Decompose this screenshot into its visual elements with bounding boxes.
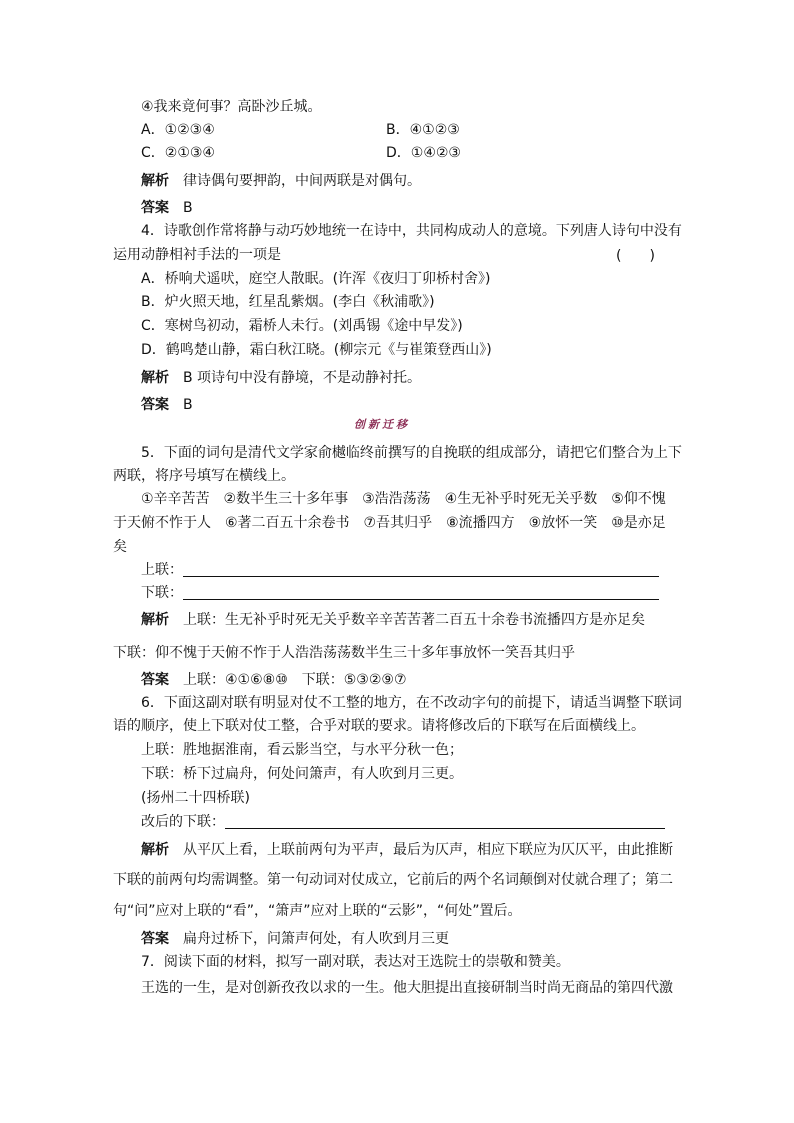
q3-analysis bbox=[141, 172, 421, 190]
q7-stem: 7．阅读下面的材料，拟写一副对联，表达对王选院士的崇敬和赞美。 bbox=[141, 954, 570, 970]
q3-choice-d: D．①④②③ bbox=[386, 145, 461, 161]
analysis-text: B 项诗句中没有静境，不是动静衬托。 bbox=[183, 370, 422, 386]
analysis-upper: 上联：生无补乎时死无关乎数辛辛苦苦著二百五十余卷书流播四方是亦足矣 bbox=[183, 612, 645, 628]
q5-lower-blank[interactable] bbox=[183, 599, 659, 600]
q7-material: 王选的一生，是对创新孜孜以求的一生。他大胆提出直接研制当时尚无商品的第四代激 bbox=[141, 980, 673, 996]
q4-stem-1: 4．诗歌创作常将静与动巧妙地统一在诗中，共同构成动人的意境。下列唐人诗句中没有 bbox=[141, 223, 682, 239]
q5-items-3: 矣 bbox=[113, 539, 127, 555]
q6-answer bbox=[141, 930, 449, 948]
answer-label: 答案 bbox=[141, 672, 169, 688]
q5-upper-label: 上联： bbox=[141, 562, 183, 578]
answer-label: 答案 bbox=[141, 200, 169, 216]
answer-text: B bbox=[183, 397, 193, 413]
q3-choices-row1 bbox=[141, 121, 641, 139]
q5-stem-2: 两联，将序号填写在横线上。 bbox=[113, 468, 295, 484]
answer-label: 答案 bbox=[141, 931, 169, 947]
q5-upper-blank[interactable] bbox=[183, 576, 659, 577]
analysis-text-1: 从平仄上看，上联前两句为平声，最后为仄声，相应下联应为仄仄平，由此推断 bbox=[183, 842, 673, 858]
q3-choice-b: B．④①②③ bbox=[386, 122, 460, 138]
answer-parentheses: ( ) bbox=[616, 248, 655, 264]
answer-text: B bbox=[183, 200, 193, 216]
q6-upper: 上联：胜地据淮南，看云影当空，与水平分秋一色； bbox=[141, 742, 463, 758]
q6-stem-2: 语的顺序，使上下联对仗工整，合乎对联的要求。请将修改后的下联写在后面横线上。 bbox=[113, 718, 645, 734]
q5-lower-label: 下联： bbox=[141, 585, 183, 601]
q5-analysis bbox=[141, 611, 645, 629]
analysis-label: 解析 bbox=[141, 173, 169, 189]
q3-line4: ④我来竟何事？高卧沙丘城。 bbox=[141, 99, 322, 115]
q6-analysis-3: 句“问”应对上联的“看”，“箫声”应对上联的“云影”，“何处”置后。 bbox=[113, 903, 522, 919]
q4-answer bbox=[141, 396, 193, 414]
q3-answer bbox=[141, 199, 193, 217]
answer-text: 上联：④①⑥⑧⑩ 下联：⑤③②⑨⑦ bbox=[183, 672, 407, 688]
q6-lower: 下联：桥下过扁舟，何处问箫声，有人吹到月三更。 bbox=[141, 766, 463, 782]
answer-text: 扁舟过桥下，问箫声何处，有人吹到月三更 bbox=[183, 931, 449, 947]
q5-analysis-lower: 下联：仰不愧于天俯不怍于人浩浩荡荡数半生三十多年事放怀一笑吾其归乎 bbox=[113, 645, 575, 661]
q6-source: (扬州二十四桥联) bbox=[141, 790, 250, 806]
analysis-label: 解析 bbox=[141, 370, 169, 386]
q6-stem-1: 6．下面这副对联有明显对仗不工整的地方，在不改动字句的前提下，请适当调整下联词 bbox=[141, 695, 682, 711]
q4-analysis bbox=[141, 369, 421, 387]
q3-choice-c: C．②①③④ bbox=[141, 145, 215, 161]
q6-revised-blank[interactable] bbox=[225, 828, 665, 829]
q4-choice-d: D．鹤鸣楚山静，霜白秋江晓。(柳宗元《与崔策登西山》) bbox=[141, 342, 492, 358]
q3-choice-a: A．①②③④ bbox=[141, 122, 215, 138]
q5-stem-1: 5．下面的词句是清代文学家俞樾临终前撰写的自挽联的组成部分，请把它们整合为上下 bbox=[141, 445, 682, 461]
q6-analysis-2: 下联的前两句均需调整。第一句动词对仗成立，它前后的两个名词颠倒对仗就合理了；第二 bbox=[113, 872, 673, 888]
q5-items-1: ①辛辛苦苦 ②数半生三十多年事 ③浩浩荡荡 ④生无补乎时死无关乎数 ⑤仰不愧 bbox=[141, 491, 666, 507]
analysis-label: 解析 bbox=[141, 842, 169, 858]
section-title: 创新迁移 bbox=[354, 418, 410, 431]
q4-choice-b: B．炉火照天地，红星乱紫烟。(李白《秋浦歌》) bbox=[141, 294, 435, 310]
q4-choice-c: C．寒树鸟初动，霜桥人未行。(刘禹锡《途中早发》) bbox=[141, 318, 463, 334]
analysis-label: 解析 bbox=[141, 612, 169, 628]
q4-choice-a: A．桥响犬遥吠，庭空人散眠。(许浑《夜归丁卯桥村舍》) bbox=[141, 271, 491, 287]
answer-label: 答案 bbox=[141, 397, 169, 413]
q5-items-2: 于天俯不怍于人 ⑥著二百五十余卷书 ⑦吾其归乎 ⑧流播四方 ⑨放怀一笑 ⑩是亦足 bbox=[113, 515, 666, 531]
q3-choices-row2 bbox=[141, 144, 641, 162]
analysis-text: 律诗偶句要押韵，中间两联是对偶句。 bbox=[183, 173, 421, 189]
q6-analysis bbox=[141, 841, 673, 859]
q6-revised-label: 改后的下联： bbox=[141, 814, 225, 830]
q5-answer bbox=[141, 671, 407, 689]
q4-stem-2: 运用动静相衬手法的一项是 bbox=[113, 247, 281, 263]
